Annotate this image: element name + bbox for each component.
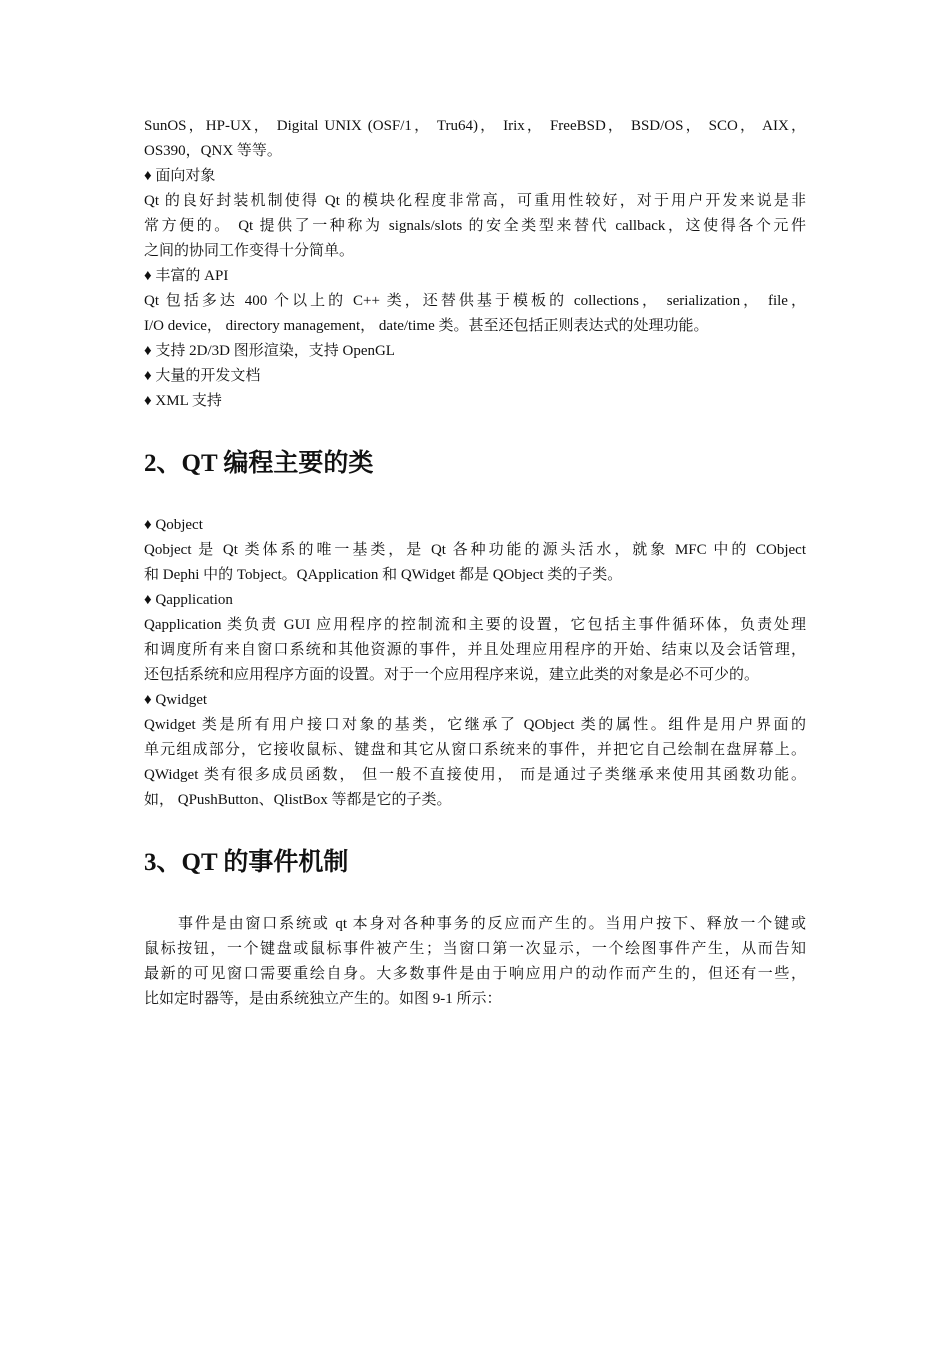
paragraph-line: 常方便的。 Qt 提供了一种称为 signals/slots 的安全类型来替代 callback，这使得各个元件 [144, 218, 806, 234]
bullet-item: ♦ 支持 2D/3D 图形渲染，支持 OpenGL [144, 343, 395, 359]
paragraph-line: QWidget 类有很多成员函数， 但一般不直接使用， 而是通过子类继承来使用其函数功能。 [144, 767, 806, 783]
bullet-item: ♦ 大量的开发文档 [144, 368, 261, 384]
paragraph-line: 如， QPushButton、QlistBox 等都是它的子类。 [144, 792, 452, 808]
paragraph-line: 比如定时器等，是由系统独立产生的。如图 9-1 所示： [144, 991, 502, 1007]
paragraph-line: OS390，QNX 等等。 [144, 143, 282, 159]
paragraph-line: 最新的可见窗口需要重绘自身。大多数事件是由于响应用户的动作而产生的，但还有一些， [144, 966, 806, 982]
paragraph-line: 和调度所有来自窗口系统和其他资源的事件，并且处理应用程序的开始、结束以及会话管理， [144, 642, 806, 658]
paragraph-line: 事件是由窗口系统或 qt 本身对各种事务的反应而产生的。当用户按下、释放一个键或 [178, 916, 806, 932]
bullet-item: ♦ 面向对象 [144, 168, 216, 184]
bullet-item: ♦ Qobject [144, 517, 203, 533]
paragraph-line: 和 Dephi 中的 Tobject。QApplication 和 QWidget 都是 QObject 类的子类。 [144, 567, 623, 583]
paragraph-line: Qapplication 类负责 GUI 应用程序的控制流和主要的设置，它包括主事件循环体，负责处理 [144, 617, 806, 633]
paragraph-line: 之间的协同工作变得十分简单。 [144, 243, 355, 259]
section-heading: 2、QT 编程主要的类 [144, 450, 374, 477]
bullet-item: ♦ 丰富的 API [144, 268, 229, 284]
paragraph-line: 鼠标按钮，一个键盘或鼠标事件被产生；当窗口第一次显示，一个绘图事件产生，从而告知 [144, 941, 806, 957]
paragraph-line: Qt 包括多达 400 个以上的 C++ 类，还替供基于模板的 collections， serialization， file， [144, 293, 806, 309]
paragraph-line: SunOS，HP-UX， Digital UNIX (OSF/1， Tru64)， Irix， FreeBSD， BSD/OS， SCO， AIX， [144, 118, 806, 134]
section-heading: 3、QT 的事件机制 [144, 849, 349, 876]
paragraph-line: 还包括系统和应用程序方面的设置。对于一个应用程序来说，建立此类的对象是必不可少的。 [144, 667, 760, 683]
paragraph-line: Qobject 是 Qt 类体系的唯一基类，是 Qt 各种功能的源头活水，就象 MFC 中的 CObject [144, 542, 806, 558]
bullet-item: ♦ Qapplication [144, 592, 233, 608]
bullet-item: ♦ Qwidget [144, 692, 208, 708]
paragraph-line: Qwidget 类是所有用户接口对象的基类，它继承了 QObject 类的属性。组件是用户界面的 [144, 717, 806, 733]
paragraph-line: 单元组成部分，它接收鼠标、键盘和其它从窗口系统来的事件，并把它自己绘制在盘屏幕上。 [144, 742, 806, 758]
bullet-item: ♦ XML 支持 [144, 393, 222, 409]
paragraph-line: Qt 的良好封装机制使得 Qt 的模块化程度非常高，可重用性较好，对于用户开发来说是非 [144, 193, 806, 209]
paragraph-line: I/O device， directory management， date/time 类。甚至还包括正则表达式的处理功能。 [144, 318, 709, 334]
document-page [144, 114, 806, 1012]
